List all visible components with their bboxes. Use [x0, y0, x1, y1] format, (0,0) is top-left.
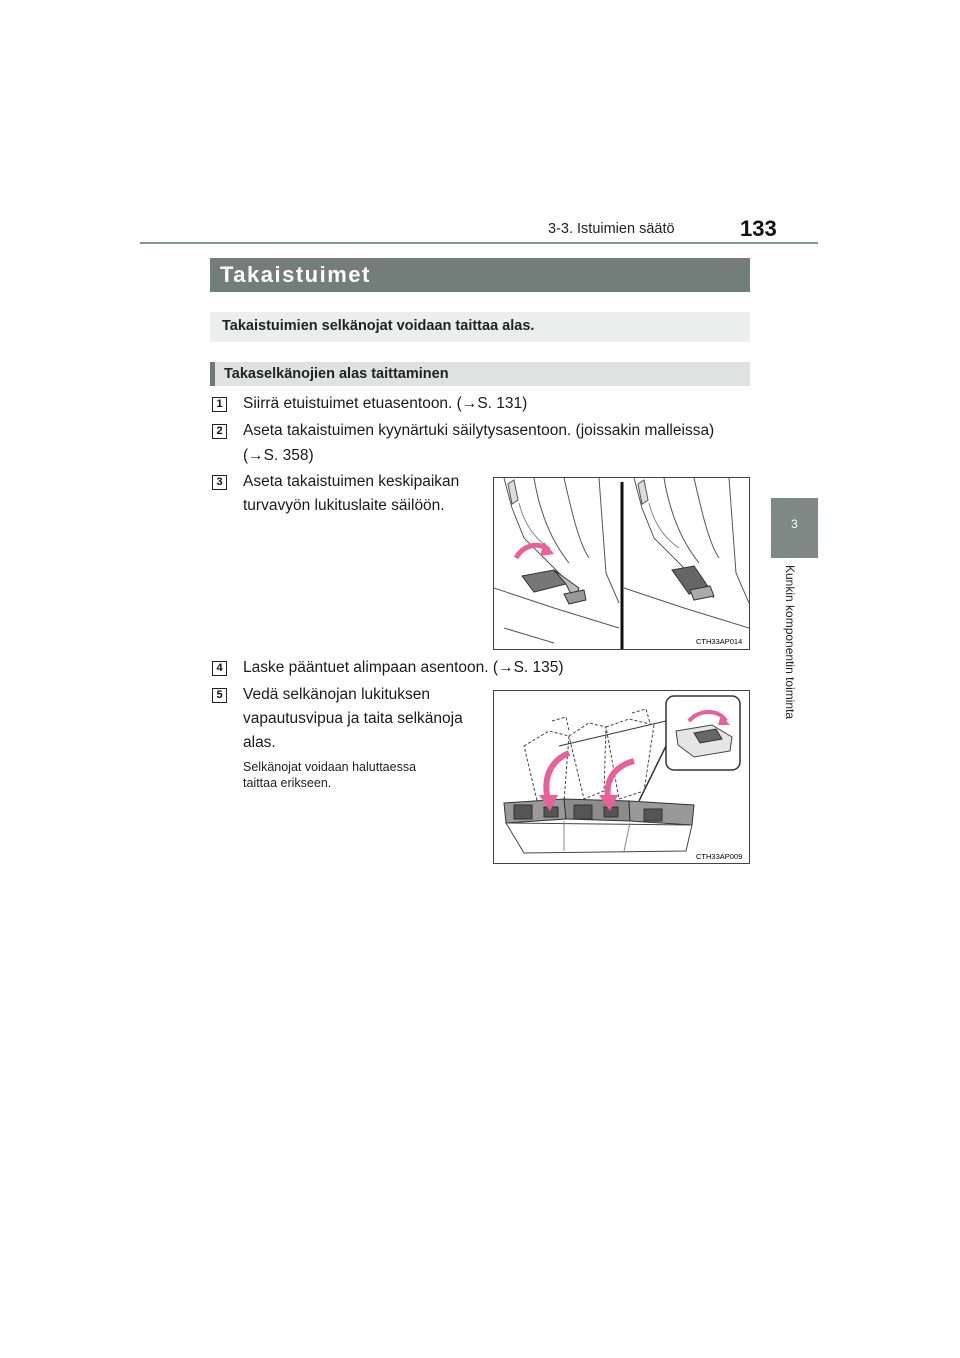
buckle-left: [522, 570, 586, 604]
step-5-text-line1: Vedä selkänojan lukituksen: [243, 686, 430, 703]
chapter-tab-number: 3: [791, 517, 798, 531]
step-3-text-line2: turvavyön lukituslaite säilöön.: [243, 497, 445, 514]
chapter-side-title: [783, 565, 805, 765]
subsection-title: Takaselkänojien alas taittaminen: [224, 366, 449, 382]
page-number: 133: [740, 216, 777, 241]
figure-2-code: CTH33AP009: [696, 852, 743, 861]
intro-text: Takaistuimien selkänojat voidaan taittaa alas.: [222, 318, 535, 334]
step-5-note-line2: taittaa erikseen.: [243, 776, 332, 790]
figure-seatbelt-buckle-storage: [493, 477, 750, 650]
chapter-side-title-text: Kunkin komponentin toiminta: [783, 565, 797, 720]
step-1-text: Siirrä etuistuimet etuasentoon. (→S. 131): [243, 395, 528, 412]
seatback-fold-illustration: [494, 691, 749, 863]
step-3-text-line1: Aseta takaistuimen keskipaikan: [243, 473, 460, 490]
seatbelt-buckle-illustration: [494, 478, 749, 649]
step-4-text: Laske pääntuet alimpaan asentoon. (→S. 135): [243, 659, 564, 676]
step-5-text-line3: alas.: [243, 734, 276, 751]
page-title: Takaistuimet: [220, 262, 371, 287]
step-number-1: 1: [212, 397, 227, 412]
step-number-3: 3: [212, 475, 227, 490]
buckle-right-stored: [672, 566, 714, 600]
step-number-5: 5: [212, 688, 227, 703]
step-number-2: 2: [212, 424, 227, 439]
section-reference: 3-3. Istuimien säätö: [548, 221, 675, 237]
header-divider: [140, 242, 818, 244]
step-2-text-line2: (→S. 358): [243, 447, 314, 464]
figure-1-code: CTH33AP014: [696, 637, 743, 646]
step-2-text-line1: Aseta takaistuimen kyynärtuki säilytysasentoon. (joissakin malleissa): [243, 422, 715, 439]
step-5-text-line2: vapautusvipua ja taita selkänoja: [243, 710, 463, 727]
step-number-4: 4: [212, 661, 227, 676]
step-5-note-line1: Selkänojat voidaan haluttaessa: [243, 760, 417, 774]
figure-fold-seatback: [493, 690, 750, 864]
